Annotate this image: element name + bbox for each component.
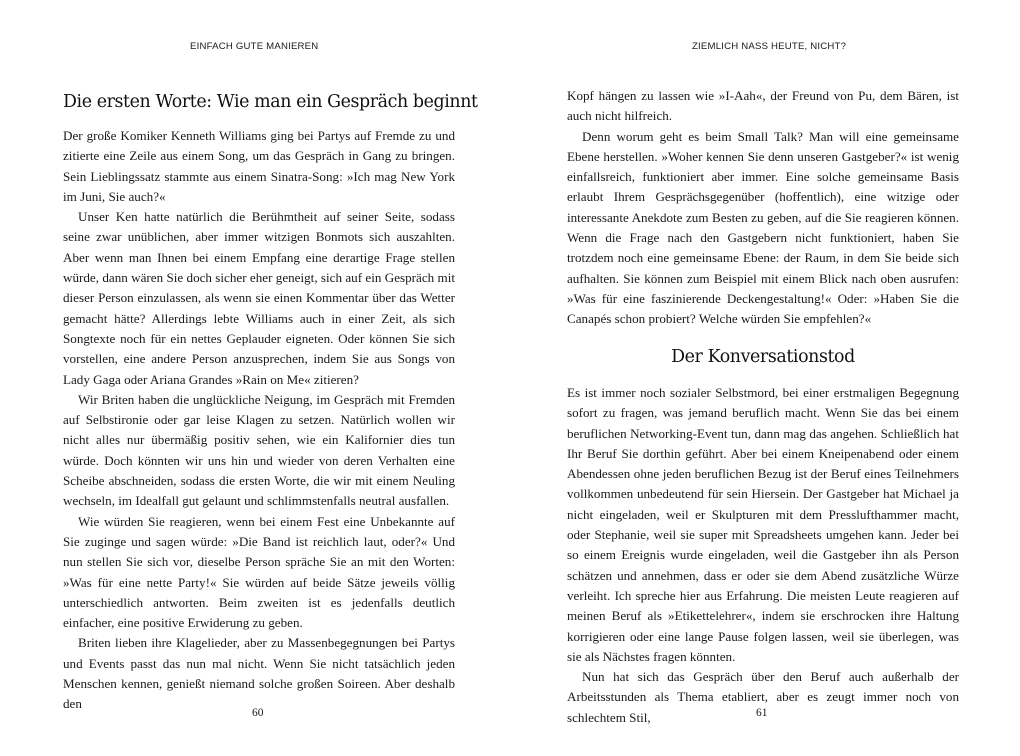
right-body-text-bottom: [567, 383, 959, 728]
right-page: [510, 0, 1020, 756]
paragraph: Nun hat sich das Gespräch über den Beruf auch außerhalb der Arbeitsstunden als Thema etabliert, aber es zeugt immer noch von schlechtem Stil,: [567, 669, 959, 725]
left-running-head: EINFACH GUTE MANIEREN: [190, 41, 319, 52]
paragraph: Unser Ken hatte natürlich die Berühmtheit auf seiner Seite, sodass seine zwar unüblichen, aber immer witzigen Bonmots sich auszahlten. Aber wenn man Ihnen bei einem Empfang eine derartige Frage stellen würde, dann wären Sie doch sicher eher geneigt, sich auf ein Gespräch mit dieser Person einzulassen, als wenn sie einen Kommentar über das Wetter gemacht hätte? Allerdings lebte Williams auch in einer Zeit, als sich Songtexte noch für ein nettes Geplauder eigneten. Oder können Sie sich vorstellen, eine andere Person anzusprechen, indem Sie aus Songs von Lady Gaga oder Ariana Grandes »Rain on Me« zitieren?: [63, 209, 455, 387]
left-body-text: [63, 126, 455, 715]
right-section-heading: Der Konversationstod: [671, 347, 855, 367]
paragraph: Denn worum geht es beim Small Talk? Man will eine gemeinsame Ebene herstellen. »Woher kennen Sie denn unseren Gastgeber?« ist wenig einfallsreich, funktioniert aber immer. Eine solche gemeinsame Basis erlaubt Ihrem Gesprächsgegenüber (hoffentlich), eine witzige oder interessante Anekdote zum Besten zu geben, auf die Sie reagieren können. Wenn die Frage nach den Gastgebern nicht funktioniert, haben Sie trotzdem noch eine gemeinsame Ebene: der Raum, in dem Sie beide sich aufhalten. Sie können zum Beispiel mit einem Blick nach oben ausrufen: »Was für eine faszinierende Deckengestaltung!« Oder: »Haben Sie die Canapés schon probiert? Welche würden Sie empfehlen?«: [567, 128, 959, 327]
right-body-text-top: [567, 86, 959, 330]
paragraph: Wie würden Sie reagieren, wenn bei einem Fest eine Unbekannte auf Sie zuginge und sagen würde: »Die Band ist reichlich laut, oder?« Und nun stellen Sie sich vor, dieselbe Person spräche Sie an mit den Worten: »Was für eine nette Party!« Sie würden auf beide Sätze jeweils völlig unterschiedlich antworten. Beim zweiten ist es jedenfalls deutlich einfacher, eine positive Erwiderung zu geben.: [63, 513, 455, 631]
paragraph: Kopf hängen zu lassen wie »I-Aah«, der Freund von Pu, dem Bären, ist auch nicht hilfreich.: [567, 88, 959, 124]
paragraph: Briten lieben ihre Klagelieder, aber zu Massenbegegnungen bei Partys und Events passt das nun mal nicht. Wenn Sie nicht tatsächlich jeden Menschen kennen, genießt niemand solche großen Soireen. Aber deshalb den: [63, 635, 455, 712]
right-running-head: ZIEMLICH NASS HEUTE, NICHT?: [692, 41, 847, 52]
left-page-number: 60: [252, 707, 264, 719]
paragraph: Es ist immer noch sozialer Selbstmord, bei einer erstmaligen Begegnung sofort zu fragen, was jemand beruflich macht. Wenn Sie das bei einem beruflichen Networking-Event tun, dann mag das angehen. Schließlich hat Ihr Beruf Sie dorthin geführt. Aber bei einem Kneipenabend oder einem Abendessen ohne jeden beruflichen Bezug ist der Beruf eines Teilnehmers vollkommen unbedeutend für sein Hiersein. Der Gastgeber hat Michael ja nicht eingeladen, weil er Skulpturen mit dem Presslufthammer macht, oder Stephanie, weil sie super mit Spreadsheets umgehen kann. Jeder bei so einem Ereignis wurde eingeladen, weil die Gastgeber ihn als Person schätzen und annehmen, dass er oder sie dem Abend zusätzliche Würze verleiht. Ich spreche hier aus Erfahrung. Die meisten Leute reagieren auf meinen Beruf als »Etikettelehrer«, indem sie erschrocken ihre Haltung korrigieren oder eine lange Pause folgen lassen, weil sie überlegen, was sie als Nächstes fragen könnten.: [567, 385, 959, 664]
paragraph: Der große Komiker Kenneth Williams ging bei Partys auf Fremde zu und zitierte eine Zeile aus einem Song, um das Gespräch in Gang zu bringen. Sein Lieblingssatz stammte aus einem Sinatra-Song: »Ich mag New York im Juni, Sie auch?«: [63, 128, 455, 204]
left-section-heading: Die ersten Worte: Wie man ein Gespräch beginnt: [63, 92, 478, 112]
paragraph: Wir Briten haben die unglückliche Neigung, im Gespräch mit Fremden auf Selbstironie oder gar leise Klagen zu setzen. Natürlich wollen wir nicht alles nur übermäßig positiv sehen, wie ein Kalifornier dies tun würde. Doch könnten wir uns hin und wieder von deren Verhalten eine Scheibe abschneiden, sodass die ersten Worte, die wir mit einem Neuling wechseln, im Idealfall gut gelaunt und schlimmstenfalls neutral ausfallen.: [63, 391, 455, 509]
right-page-number: 61: [756, 707, 768, 719]
